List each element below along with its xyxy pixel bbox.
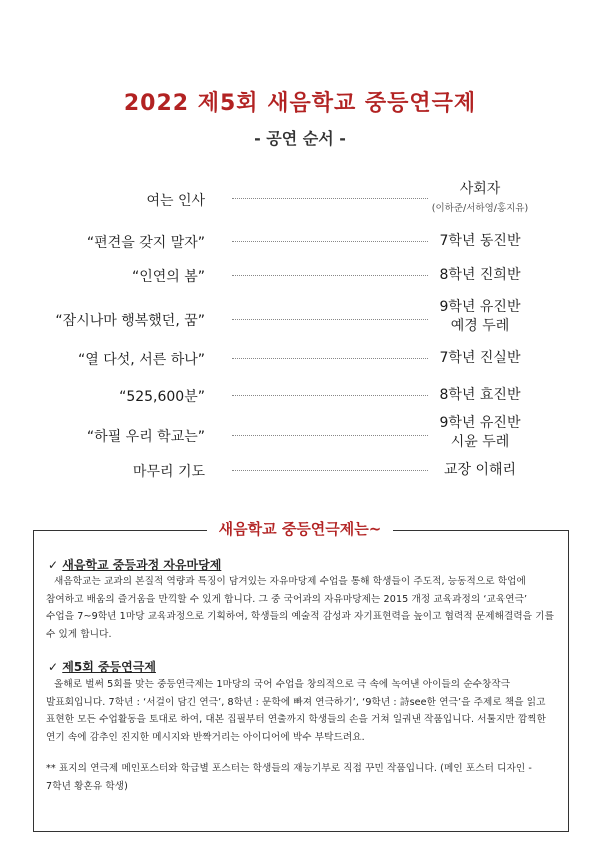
program-performer: [425, 180, 535, 218]
section-body-festival: 올해로 벌써 5회를 맞는 중등연극제는 1마당의 국어 수업을 창의적으로 극 속에 녹여낸 아이들의 순수창작극 발표회입니다. 7학년 : ‘서걸이 담긴 연극’, 8학년 : 문학에 빠져 연극하기’, ‘9학년 : 詩see한 연극’을 주제로 책을 읽고 표현한 모든 수업활동을 토대로 하여, 대본 집필부터 연출까지 학생들의 손을 거쳐 일궈낸 작품입니다. 서툴지만 깜찍한 연기 속에 감추인 진지한 메시지와 반짝거리는 아이디어에 박수 부탁드려요.: [46, 679, 547, 743]
program-performer: [425, 414, 535, 452]
program-row: [0, 180, 600, 220]
program-row: [0, 349, 600, 389]
info-box-title: 새음학교 중등연극제는~: [207, 520, 394, 538]
section-heading-text: 새음학교 중등과정 자유마당제: [62, 558, 222, 572]
leader-dots: [232, 241, 428, 242]
program-item: 마무리 기도: [132, 464, 205, 480]
program-performer: [425, 461, 535, 480]
info-box-title-wrap: [0, 518, 600, 539]
performer-name: 교장 이해리: [443, 462, 517, 478]
leader-dots: [232, 275, 428, 276]
program-item: “하필 우리 학교는”: [86, 429, 205, 445]
program-row: [0, 461, 600, 501]
program-performer: [425, 349, 535, 368]
performer-name: 7학년 동진반: [439, 233, 521, 249]
section-heading-free-program: [48, 556, 221, 573]
program-item: “잠시나마 행복했던, 꿈”: [55, 313, 205, 329]
program-item: “인연의 봄”: [131, 269, 205, 285]
leader-dots: [232, 358, 428, 359]
program-performer: [425, 386, 535, 405]
program-performer: [425, 266, 535, 285]
page-title: 2022 제5회 새음학교 중등연극제: [123, 91, 477, 116]
performer-name: 9학년 유진반: [439, 415, 521, 431]
section-heading-text: 제5회 중등연극제: [62, 660, 156, 674]
performer-name: 8학년 진희반: [439, 267, 521, 283]
performer-group: 예경 두레: [450, 318, 510, 334]
leader-dots: [232, 470, 428, 471]
leader-dots: [232, 435, 428, 436]
section-heading-festival: [48, 658, 156, 675]
check-icon: ✓: [48, 558, 59, 572]
leader-dots: [232, 319, 428, 320]
performer-name: 8학년 효진반: [439, 387, 521, 403]
program-performer: [425, 298, 535, 336]
performer-name: 9학년 유진반: [439, 299, 521, 315]
performer-detail: (이하준/서하영/홍지유): [431, 203, 529, 214]
program-row: [0, 414, 600, 454]
program-item: “편견을 갖지 말자”: [86, 235, 205, 251]
leader-dots: [232, 198, 428, 199]
performer-name: 사회자: [459, 181, 501, 197]
program-row: [0, 298, 600, 338]
program-item: “525,600분”: [119, 389, 205, 405]
performer-name: 7학년 진실반: [439, 350, 521, 366]
section-body-free-program: 새음학교는 교과의 본질적 역량과 특징이 담겨있는 자유마당제 수업을 통해 학생들이 주도적, 능동적으로 학업에 참여하고 배움의 즐거움을 만끽할 수 있게 합니다. 그 중 국어과의 자유마당제는 2015 개정 교육과정의 ‘교육연극’ 수업을 7~9학년 1마당 교육과정으로 기획하여, 학생들의 예술적 감성과 자기표현력을 높이고 협력적 문제해결력을 기를 수 있게 합니다.: [46, 576, 554, 640]
leader-dots: [232, 395, 428, 396]
page-subtitle: - 공연 순서 -: [254, 129, 346, 148]
program-performer: [425, 232, 535, 251]
performer-group: 시윤 두레: [450, 434, 510, 450]
check-icon: ✓: [48, 660, 59, 674]
program-item: 여는 인사: [146, 193, 205, 209]
program-item: “열 다섯, 서른 하나”: [78, 352, 205, 368]
poster-note: ** 표지의 연극제 메인포스터와 학급별 포스터는 학생들의 재능기부로 직접 꾸민 작품입니다. (메인 포스터 디자인 - 7학년 황혼유 학생): [46, 763, 532, 792]
